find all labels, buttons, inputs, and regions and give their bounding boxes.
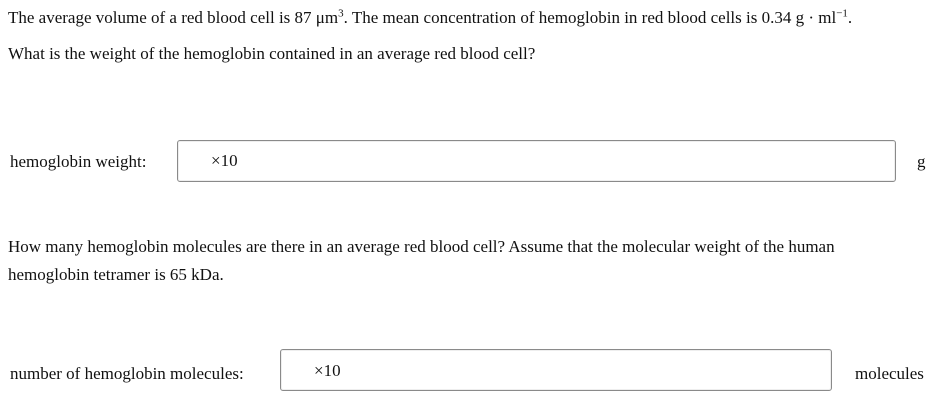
question1-intro <box>8 4 852 31</box>
question2-prompt-line2: hemoglobin tetramer is 65 kDa. <box>8 265 224 284</box>
question1-text-c: . <box>847 8 853 27</box>
molecule-count-label: number of hemoglobin molecules: <box>10 364 244 383</box>
question1-text-a: The average volume of a red blood cell is 87 μm <box>8 8 339 27</box>
concentration-exponent: −1 <box>836 7 848 20</box>
volume-exponent: 3 <box>338 7 344 20</box>
hemoglobin-weight-input[interactable] <box>177 140 896 182</box>
question1-prompt: What is the weight of the hemoglobin contained in an average red blood cell? <box>8 44 536 63</box>
molecule-count-multiplier: ×10 <box>314 361 341 380</box>
question1-text-b: . The mean concentration of hemoglobin in red blood cells is 0.34 g · ml <box>343 8 837 27</box>
hemoglobin-weight-label: hemoglobin weight: <box>10 152 147 171</box>
molecule-count-input[interactable] <box>280 349 832 391</box>
hemoglobin-weight-unit: g <box>917 152 926 171</box>
question2-prompt-line1: How many hemoglobin molecules are there in an average red blood cell? Assume that the molecular weight of the human <box>8 237 835 256</box>
molecule-count-unit: molecules <box>855 364 924 383</box>
hemoglobin-weight-multiplier: ×10 <box>211 151 238 170</box>
